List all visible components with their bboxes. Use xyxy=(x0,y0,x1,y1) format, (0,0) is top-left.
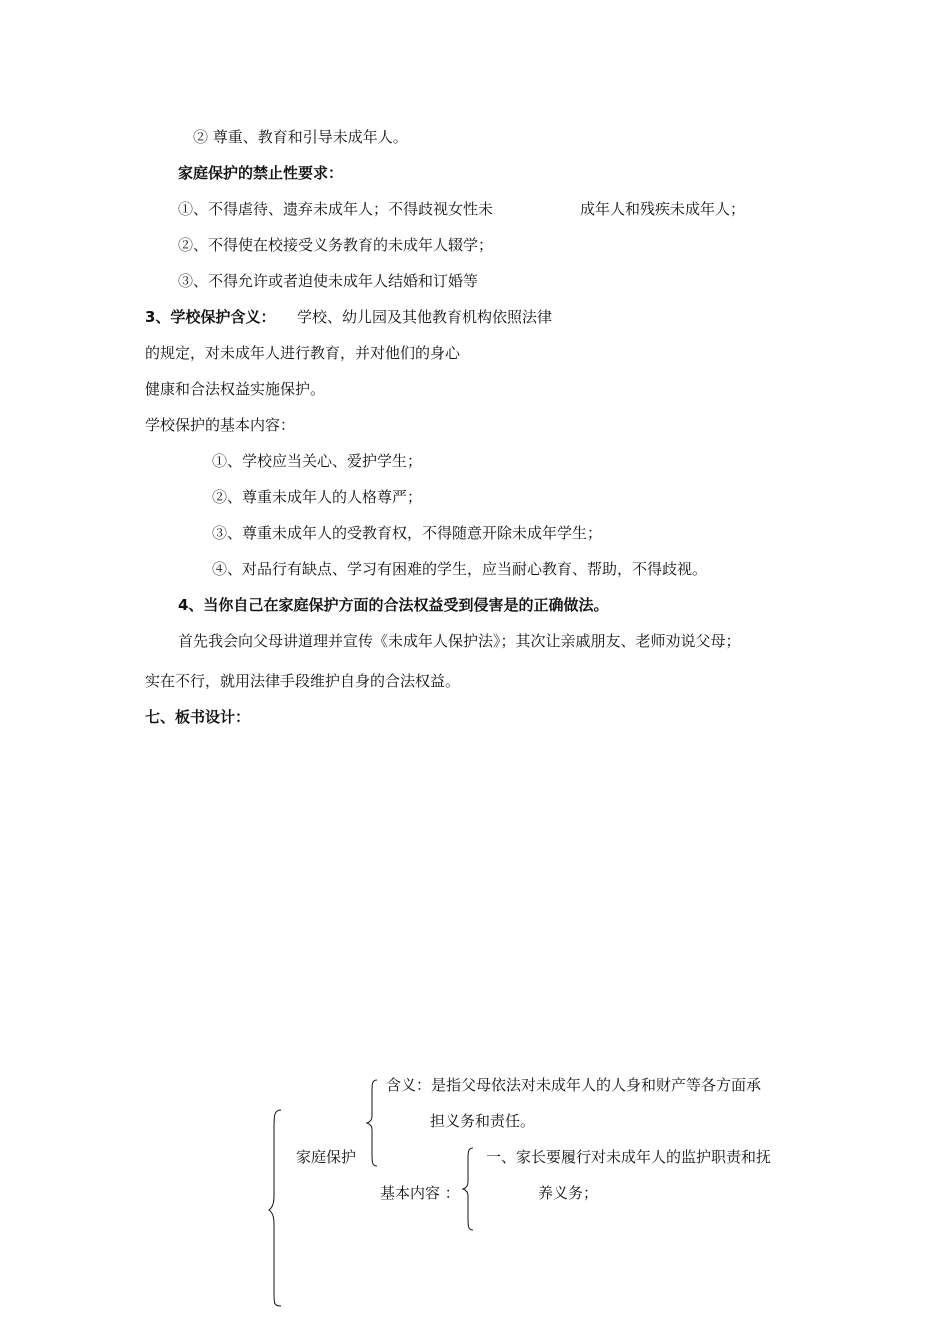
diagram-root-label: 家庭保护 xyxy=(296,1148,357,1166)
list-item: ③、尊重未成年人的受教育权，不得随意开除未成年学生； xyxy=(212,524,603,542)
list-item: ①、学校应当关心、爱护学生； xyxy=(212,452,423,470)
diagram-content-item: 养义务； xyxy=(538,1184,599,1202)
outer-brace xyxy=(268,1108,284,1308)
list-item: ②、尊重未成年人的人格尊严； xyxy=(212,488,423,506)
text-line: 学校、幼儿园及其他教育机构依照法律 xyxy=(297,308,553,326)
text-line: 的规定，对未成年人进行教育，并对他们的身心 xyxy=(145,344,461,362)
text-line: 学校保护的基本内容： xyxy=(145,416,296,434)
section-heading: 七、板书设计： xyxy=(145,708,251,726)
text-line: 成年人和残疾未成年人； xyxy=(580,200,746,218)
meaning-brace xyxy=(366,1078,380,1168)
section-heading: 3、学校保护含义： xyxy=(145,308,276,326)
text-line: ③、不得允许或者迫使未成年人结婚和订婚等 xyxy=(178,272,479,290)
text-line: 实在不行，就用法律手段维护自身的合法权益。 xyxy=(145,672,461,690)
text-line: 首先我会向父母讲道理并宣传《未成年人保护法》；其次让亲戚朋友、老师劝说父母； xyxy=(178,632,741,650)
text-line: 健康和合法权益实施保护。 xyxy=(145,380,326,398)
section-heading: 家庭保护的禁止性要求： xyxy=(178,164,344,182)
content-brace xyxy=(462,1146,476,1232)
text-line: ①、不得虐待、遗弃未成年人；不得歧视女性未 xyxy=(178,200,494,218)
diagram-content-label: 基本内容 ： xyxy=(380,1184,460,1202)
diagram-content-item: 一、家长要履行对未成年人的监护职责和抚 xyxy=(486,1148,772,1166)
text-line: ② 尊重、教育和引导未成年人。 xyxy=(193,128,408,146)
section-heading: 4、当你自己在家庭保护方面的合法权益受到侵害是的正确做法。 xyxy=(178,596,609,614)
text-line: ②、不得使在校接受义务教育的未成年人辍学； xyxy=(178,236,494,254)
list-item: ④、对品行有缺点、学习有困难的学生，应当耐心教育、帮助，不得歧视。 xyxy=(212,560,708,578)
diagram-meaning-text: 担义务和责任。 xyxy=(430,1112,536,1130)
diagram-meaning-text: 含义：是指父母依法对未成年人的人身和财产等各方面承 xyxy=(386,1076,762,1094)
